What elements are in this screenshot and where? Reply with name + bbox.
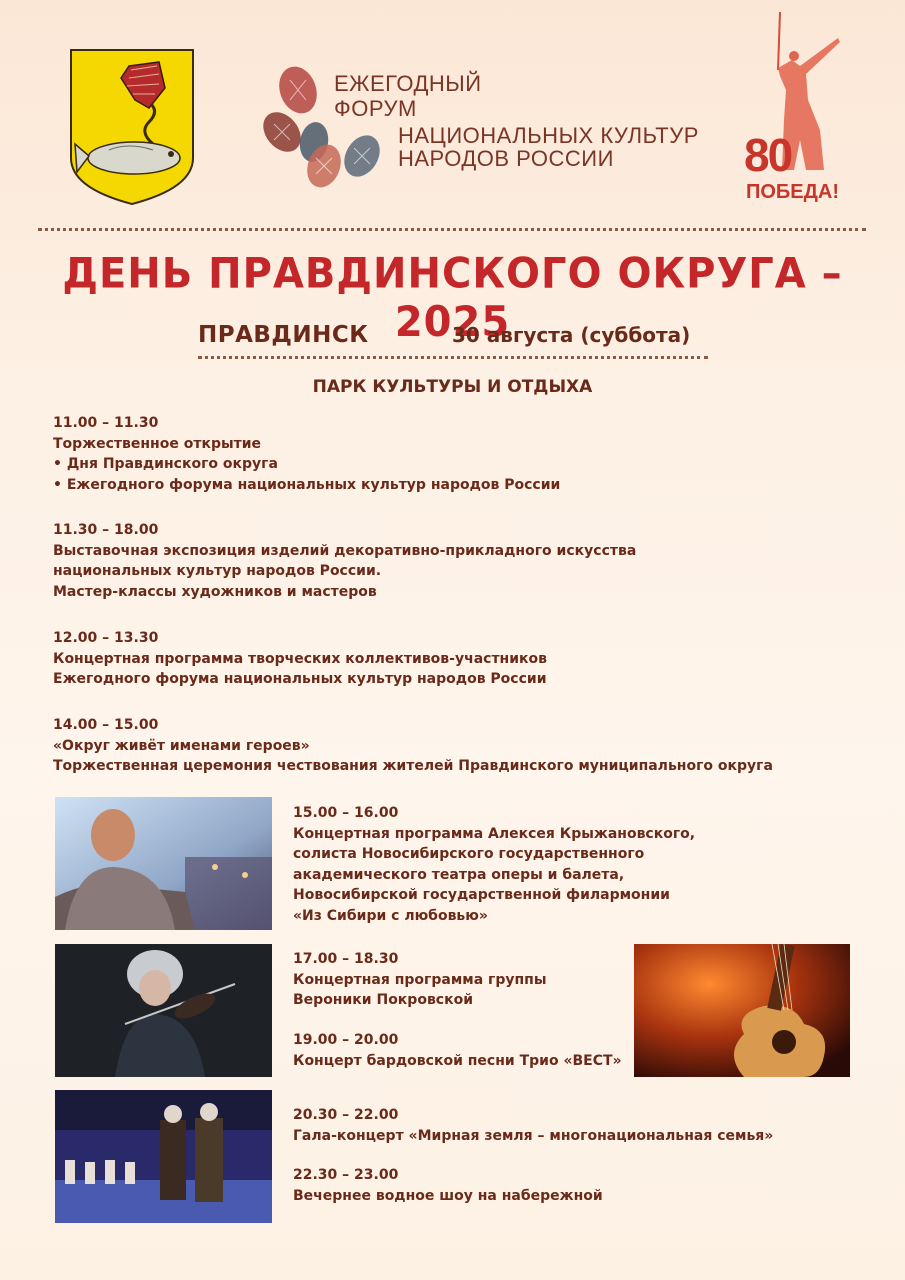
violinist-photo xyxy=(55,944,272,1077)
schedule-item xyxy=(293,949,547,1011)
guitar-photo xyxy=(634,944,850,1077)
schedule-item xyxy=(53,520,636,602)
event-time: 11.00 – 11.30 xyxy=(53,415,159,431)
event-text: солиста Новосибирского государственного xyxy=(293,846,645,862)
event-text: Выставочная экспозиция изделий декоративно-прикладного искусства xyxy=(53,542,637,559)
forum-title-line: ФОРУМ xyxy=(334,96,417,121)
schedule-item xyxy=(53,715,773,777)
schedule-item xyxy=(293,803,695,926)
event-text: Концертная программа творческих коллективов-участников xyxy=(53,650,548,667)
singer-photo xyxy=(55,797,272,930)
forum-title-line: ЕЖЕГОДНЫЙ xyxy=(334,71,482,96)
event-text: Концертная программа Алексея Крыжановского, xyxy=(293,825,696,842)
dotted-divider xyxy=(198,356,708,359)
event-text: • Дня Правдинского округа xyxy=(53,456,278,472)
stage-performance-photo xyxy=(55,1090,272,1223)
venue-name: ПАРК КУЛЬТУРЫ И ОТДЫХА xyxy=(312,377,593,397)
event-text: национальных культур народов России. xyxy=(53,563,382,579)
event-text: Мастер-классы художников и мастеров xyxy=(53,583,377,600)
schedule-item xyxy=(53,413,560,495)
event-time: 19.00 – 20.00 xyxy=(293,1032,399,1048)
event-time: 17.00 – 18.30 xyxy=(293,951,399,967)
event-text: Вечернее водное шоу на набережной xyxy=(293,1187,603,1204)
event-text: «Округ живёт именами героев» xyxy=(53,737,310,754)
city-name: ПРАВДИНСК xyxy=(198,322,369,348)
event-text: Концертная программа группы xyxy=(293,971,547,988)
event-text: Торжественная церемония чествования жителей Правдинского муниципального округа xyxy=(53,758,773,774)
schedule-item xyxy=(293,1165,603,1206)
victory-word: ПОБЕДА! xyxy=(746,181,839,203)
dotted-divider xyxy=(38,228,866,231)
event-text: Торжественное открытие xyxy=(53,435,262,452)
event-text: Вероники Покровской xyxy=(293,992,474,1008)
event-text: Гала-концерт «Мирная земля – многонациональная семья» xyxy=(293,1127,774,1144)
event-text: Концерт бардовской песни Трио «ВЕСТ» xyxy=(293,1052,622,1069)
event-text: Ежегодного форума национальных культур народов России xyxy=(53,671,547,687)
coat-of-arms-icon xyxy=(69,48,195,206)
event-text: • Ежегодного форума национальных культур народов России xyxy=(53,476,561,493)
forum-title-line: НАЦИОНАЛЬНЫХ КУЛЬТУР xyxy=(398,123,699,148)
event-time: 20.30 – 22.00 xyxy=(293,1107,399,1123)
event-text: Новосибирской государственной филармонии xyxy=(293,887,670,903)
schedule-item xyxy=(293,1030,622,1071)
event-text: «Из Сибири с любовью» xyxy=(293,907,488,924)
event-time: 14.00 – 15.00 xyxy=(53,717,159,733)
page-title: ДЕНЬ ПРАВДИНСКОГО ОКРУГА – 2025 xyxy=(62,249,843,347)
event-time: 15.00 – 16.00 xyxy=(293,805,399,821)
victory-number: 80 xyxy=(744,129,792,181)
event-text: академического театра оперы и балета, xyxy=(293,866,625,883)
event-time: 12.00 – 13.30 xyxy=(53,630,159,646)
event-time: 22.30 – 23.00 xyxy=(293,1167,399,1183)
event-time: 11.30 – 18.00 xyxy=(53,522,159,538)
schedule-item xyxy=(293,1105,773,1146)
forum-title-line: НАРОДОВ РОССИИ xyxy=(398,146,614,171)
schedule-item xyxy=(53,628,547,690)
event-date: 30 августа (суббота) xyxy=(452,323,691,347)
